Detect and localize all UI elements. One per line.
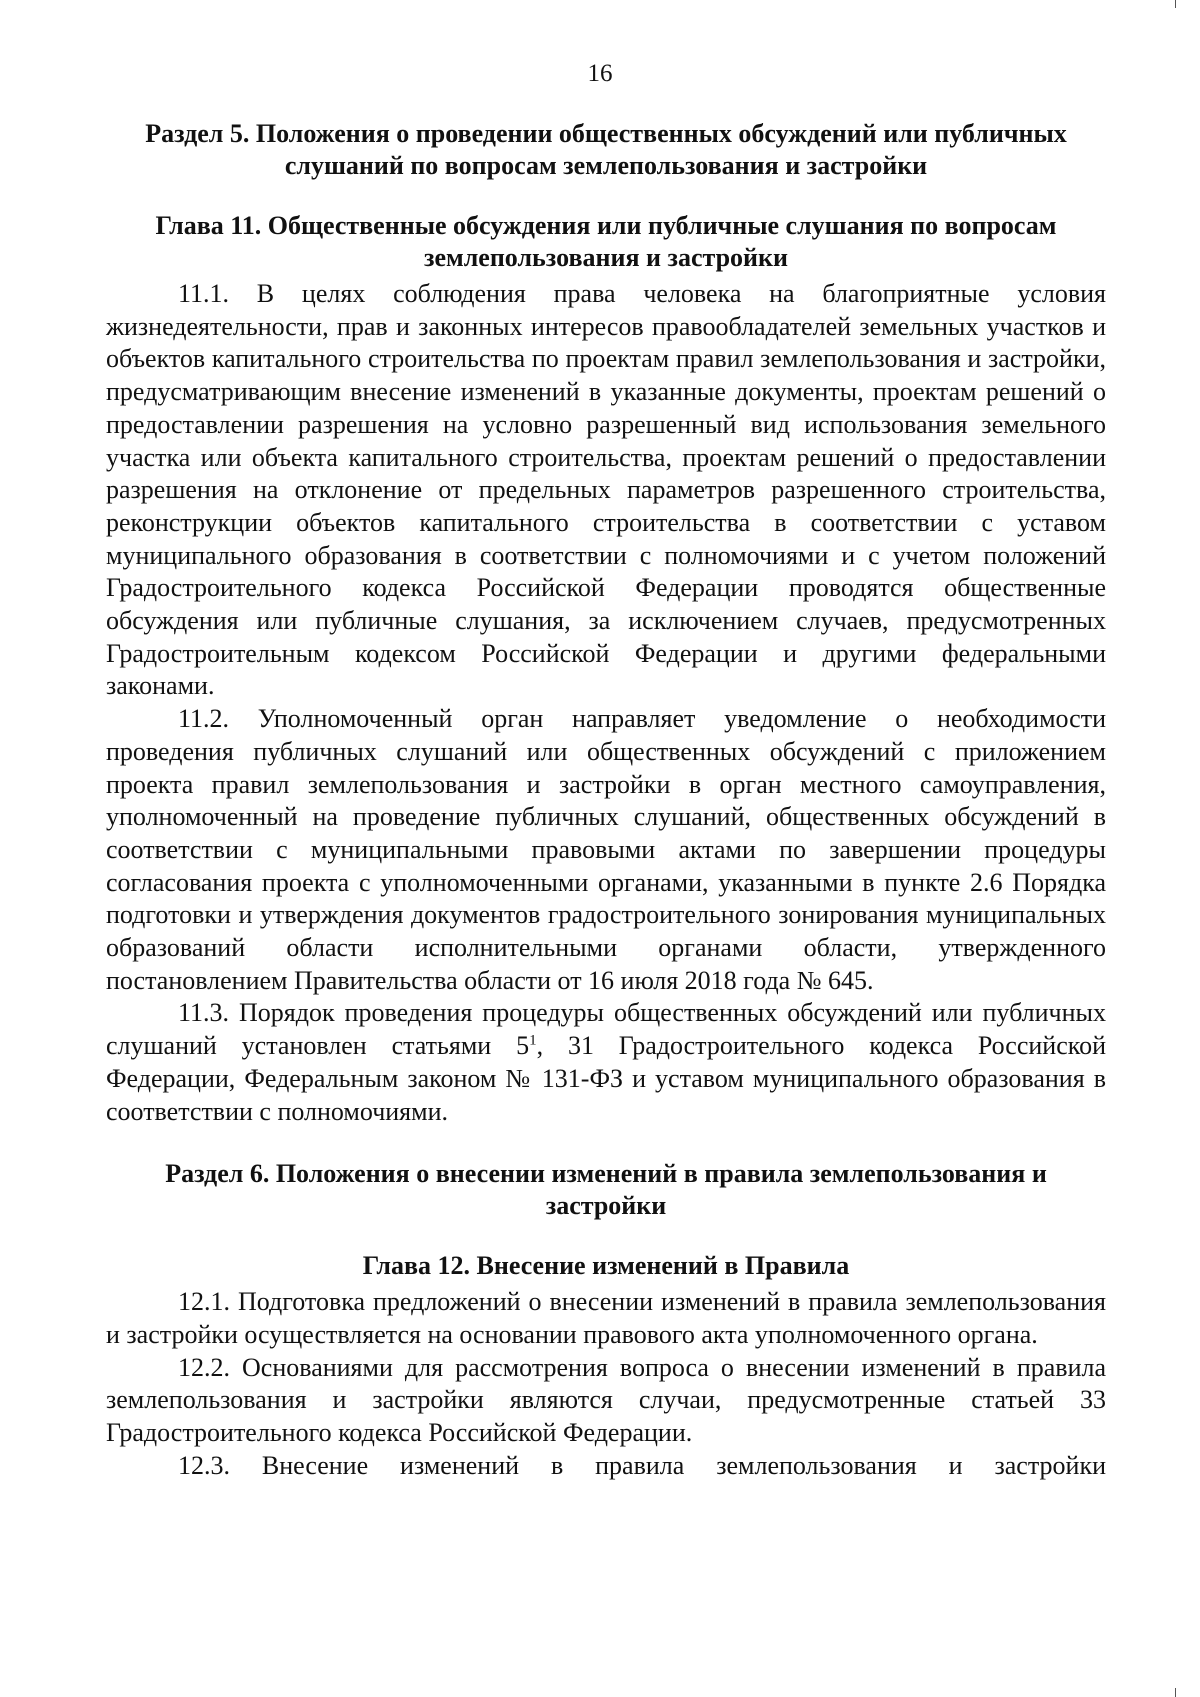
section-5-heading: Раздел 5. Положения о проведении общественных обсуждений или публичных слушаний по вопросам землепользования и застройки (145, 119, 1067, 180)
paragraph-12-1: 12.1. Подготовка предложений о внесении изменений в правила землепользования и застройки осуществляется на основании правового акта уполномоченного органа. (106, 1287, 1106, 1349)
chapter-12-heading: Глава 12. Внесение изменений в Правила (362, 1251, 850, 1281)
scan-artifact-top (1175, 0, 1176, 8)
chapter-11-heading: Глава 11. Общественные обсуждения или публичные слушания по вопросам землепользования и застройки (155, 211, 1057, 272)
section-6-heading: Раздел 6. Положения о внесении изменений в правила землепользования и застройки (165, 1159, 1047, 1221)
paragraph-11-3-text-start: 11.3. Порядок проведения процедуры общественных обсуждений или публичных слушаний установлен статьями 5 (106, 998, 1106, 1061)
footnote-superscript: 1 (529, 1032, 537, 1049)
paragraph-12-3: 12.3. Внесение изменений в правила землепользования и застройки (178, 1450, 1106, 1480)
paragraph-11-3-text-end: , 31 Градостроительного кодекса Российской Федерации, Федеральным законом № 131-ФЗ и уставом муниципального образования в соответствии с полномочиями. (106, 1031, 1106, 1126)
document-body (106, 118, 1106, 1483)
scan-artifact-bottom (1175, 1688, 1176, 1697)
paragraph-12-2: 12.2. Основаниями для рассмотрения вопроса о внесении изменений в правила землепользования и застройки являются случаи, предусмотренные статьей 33 Градостроительного кодекса Российской Федерации. (106, 1352, 1106, 1448)
paragraph-11-2: 11.2. Уполномоченный орган направляет уведомление о необходимости проведения публичных слушаний или общественных обсуждений с приложением проекта правил землепользования и застройки в орган местного самоуправления, уполномоченный на проведение публичных слушаний, общественных обсуждений в соответствии с муниципальными правовыми актами по завершении процедуры согласования проекта с уполномоченными органами, указанными в пункте 2.6 Порядка подготовки и утверждения документов градостроительного зонирования муниципальных образований области исполнительными органами области, утвержденного постановлением Правительства области от 16 июля 2018 года № 645. (106, 704, 1106, 995)
paragraph-11-1: 11.1. В целях соблюдения права человека на благоприятные условия жизнедеятельности, прав и законных интересов правообладателей земельных участков и объектов капитального строительства по проектам правил землепользования и застройки, предусматривающим внесение изменений в указанные документы, проектам решений о предоставлении разрешения на условно разрешенный вид использования земельного участка или объекта капитального строительства, проектам решений о предоставлении разрешения на отклонение от предельных параметров разрешенного строительства, реконструкции объектов капитального строительства в соответствии с уставом муниципального образования в соответствии с полномочиями и с учетом положений Градостроительного кодекса Российской Федерации проводятся общественные обсуждения или публичные слушания, за исключением случаев, предусмотренных Градостроительным кодексом Российской Федерации и другими федеральными законами. (106, 279, 1106, 701)
page-number: 16 (587, 60, 613, 87)
paragraph-11-3 (106, 997, 1106, 1128)
